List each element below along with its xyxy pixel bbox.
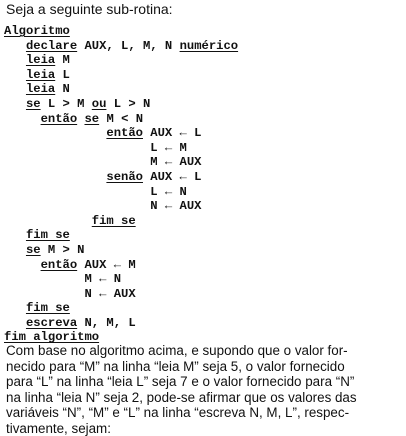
code-text: AUX ← M <box>77 257 136 272</box>
code-line <box>4 82 238 97</box>
code-text <box>4 258 41 272</box>
code-text: L <box>55 67 70 82</box>
code-text: L ← N <box>4 184 187 199</box>
code-text: L > N <box>106 96 151 111</box>
code-keyword: senão <box>106 169 143 184</box>
code-keyword: leia <box>25 67 56 82</box>
code-text: M < N <box>99 111 144 126</box>
intro-text: Seja a seguinte sub-rotina: <box>6 1 173 17</box>
code-text <box>4 39 26 53</box>
code-text <box>4 316 26 330</box>
code-keyword: leia <box>25 82 56 97</box>
code-keyword: fim algoritmo <box>4 330 100 345</box>
code-line <box>4 258 238 273</box>
question-paragraph <box>6 343 404 436</box>
code-line <box>4 287 238 302</box>
code-keyword: Algoritmo <box>4 24 70 38</box>
code-line <box>4 316 238 331</box>
code-text <box>4 68 26 82</box>
code-text <box>4 301 26 315</box>
code-line <box>4 112 238 127</box>
code-text: M <box>55 53 70 68</box>
code-line <box>4 185 238 200</box>
code-keyword: fim se <box>25 228 70 243</box>
algorithm-code-block <box>4 24 238 345</box>
code-keyword: então <box>40 257 78 272</box>
code-keyword: escreva <box>25 315 78 330</box>
question-line: na linha “leia N” seja 2, pode-se afirmar que os valores das <box>6 389 357 405</box>
code-text: N <box>55 82 70 97</box>
code-text: N ← AUX <box>4 199 202 214</box>
code-text: N, M, L <box>77 315 136 330</box>
code-text: L ← M <box>4 140 187 155</box>
code-line <box>4 39 238 54</box>
code-keyword: se <box>84 111 100 126</box>
code-text: N ← AUX <box>4 286 136 301</box>
code-keyword: se <box>25 96 41 111</box>
code-text: AUX ← L <box>142 169 202 184</box>
code-text <box>4 112 41 126</box>
code-line <box>4 243 238 258</box>
code-text <box>4 214 92 228</box>
code-text <box>4 53 26 67</box>
code-keyword: fim se <box>25 301 70 316</box>
code-line <box>4 24 238 39</box>
code-text: M ← N <box>4 272 122 287</box>
question-line: Com base no algoritmo acima, e supondo que o valor for- <box>6 343 348 358</box>
code-line <box>4 228 238 243</box>
question-line: para “L” na linha “leia L” seja 7 e o valor fornecido para “N” <box>6 374 355 389</box>
code-keyword: numérico <box>179 38 239 53</box>
code-text <box>4 170 106 184</box>
code-text: M > N <box>40 242 85 257</box>
code-keyword: fim se <box>91 213 136 228</box>
code-keyword: então <box>106 126 143 141</box>
code-line <box>4 53 238 68</box>
question-line: necido para “M” na linha “leia M” seja 5, o valor fornecido <box>6 358 345 374</box>
code-keyword: então <box>40 111 78 126</box>
code-line <box>4 141 238 156</box>
code-text: M ← AUX <box>4 155 202 170</box>
code-line <box>4 214 238 229</box>
code-line <box>4 68 238 83</box>
code-text <box>4 82 26 96</box>
code-line <box>4 301 238 316</box>
code-line <box>4 126 238 141</box>
code-line <box>4 170 238 185</box>
code-text <box>4 97 26 111</box>
code-text <box>4 228 26 242</box>
question-line: variáveis “N”, “M” e “L” na linha “escreva N, M, L”, respec- <box>6 405 350 420</box>
code-text: AUX, L, M, N <box>77 38 180 53</box>
code-line <box>4 97 238 112</box>
code-text: AUX ← L <box>142 126 202 141</box>
code-text <box>4 126 106 140</box>
code-keyword: declare <box>25 38 78 53</box>
code-keyword: ou <box>91 96 107 111</box>
code-line <box>4 272 238 287</box>
code-keyword: leia <box>25 53 56 68</box>
code-keyword: se <box>25 242 41 257</box>
code-text: L > M <box>40 96 92 111</box>
code-line <box>4 155 238 170</box>
question-line: tivamente, sejam: <box>6 420 111 436</box>
code-text <box>4 243 26 257</box>
code-line <box>4 199 238 214</box>
